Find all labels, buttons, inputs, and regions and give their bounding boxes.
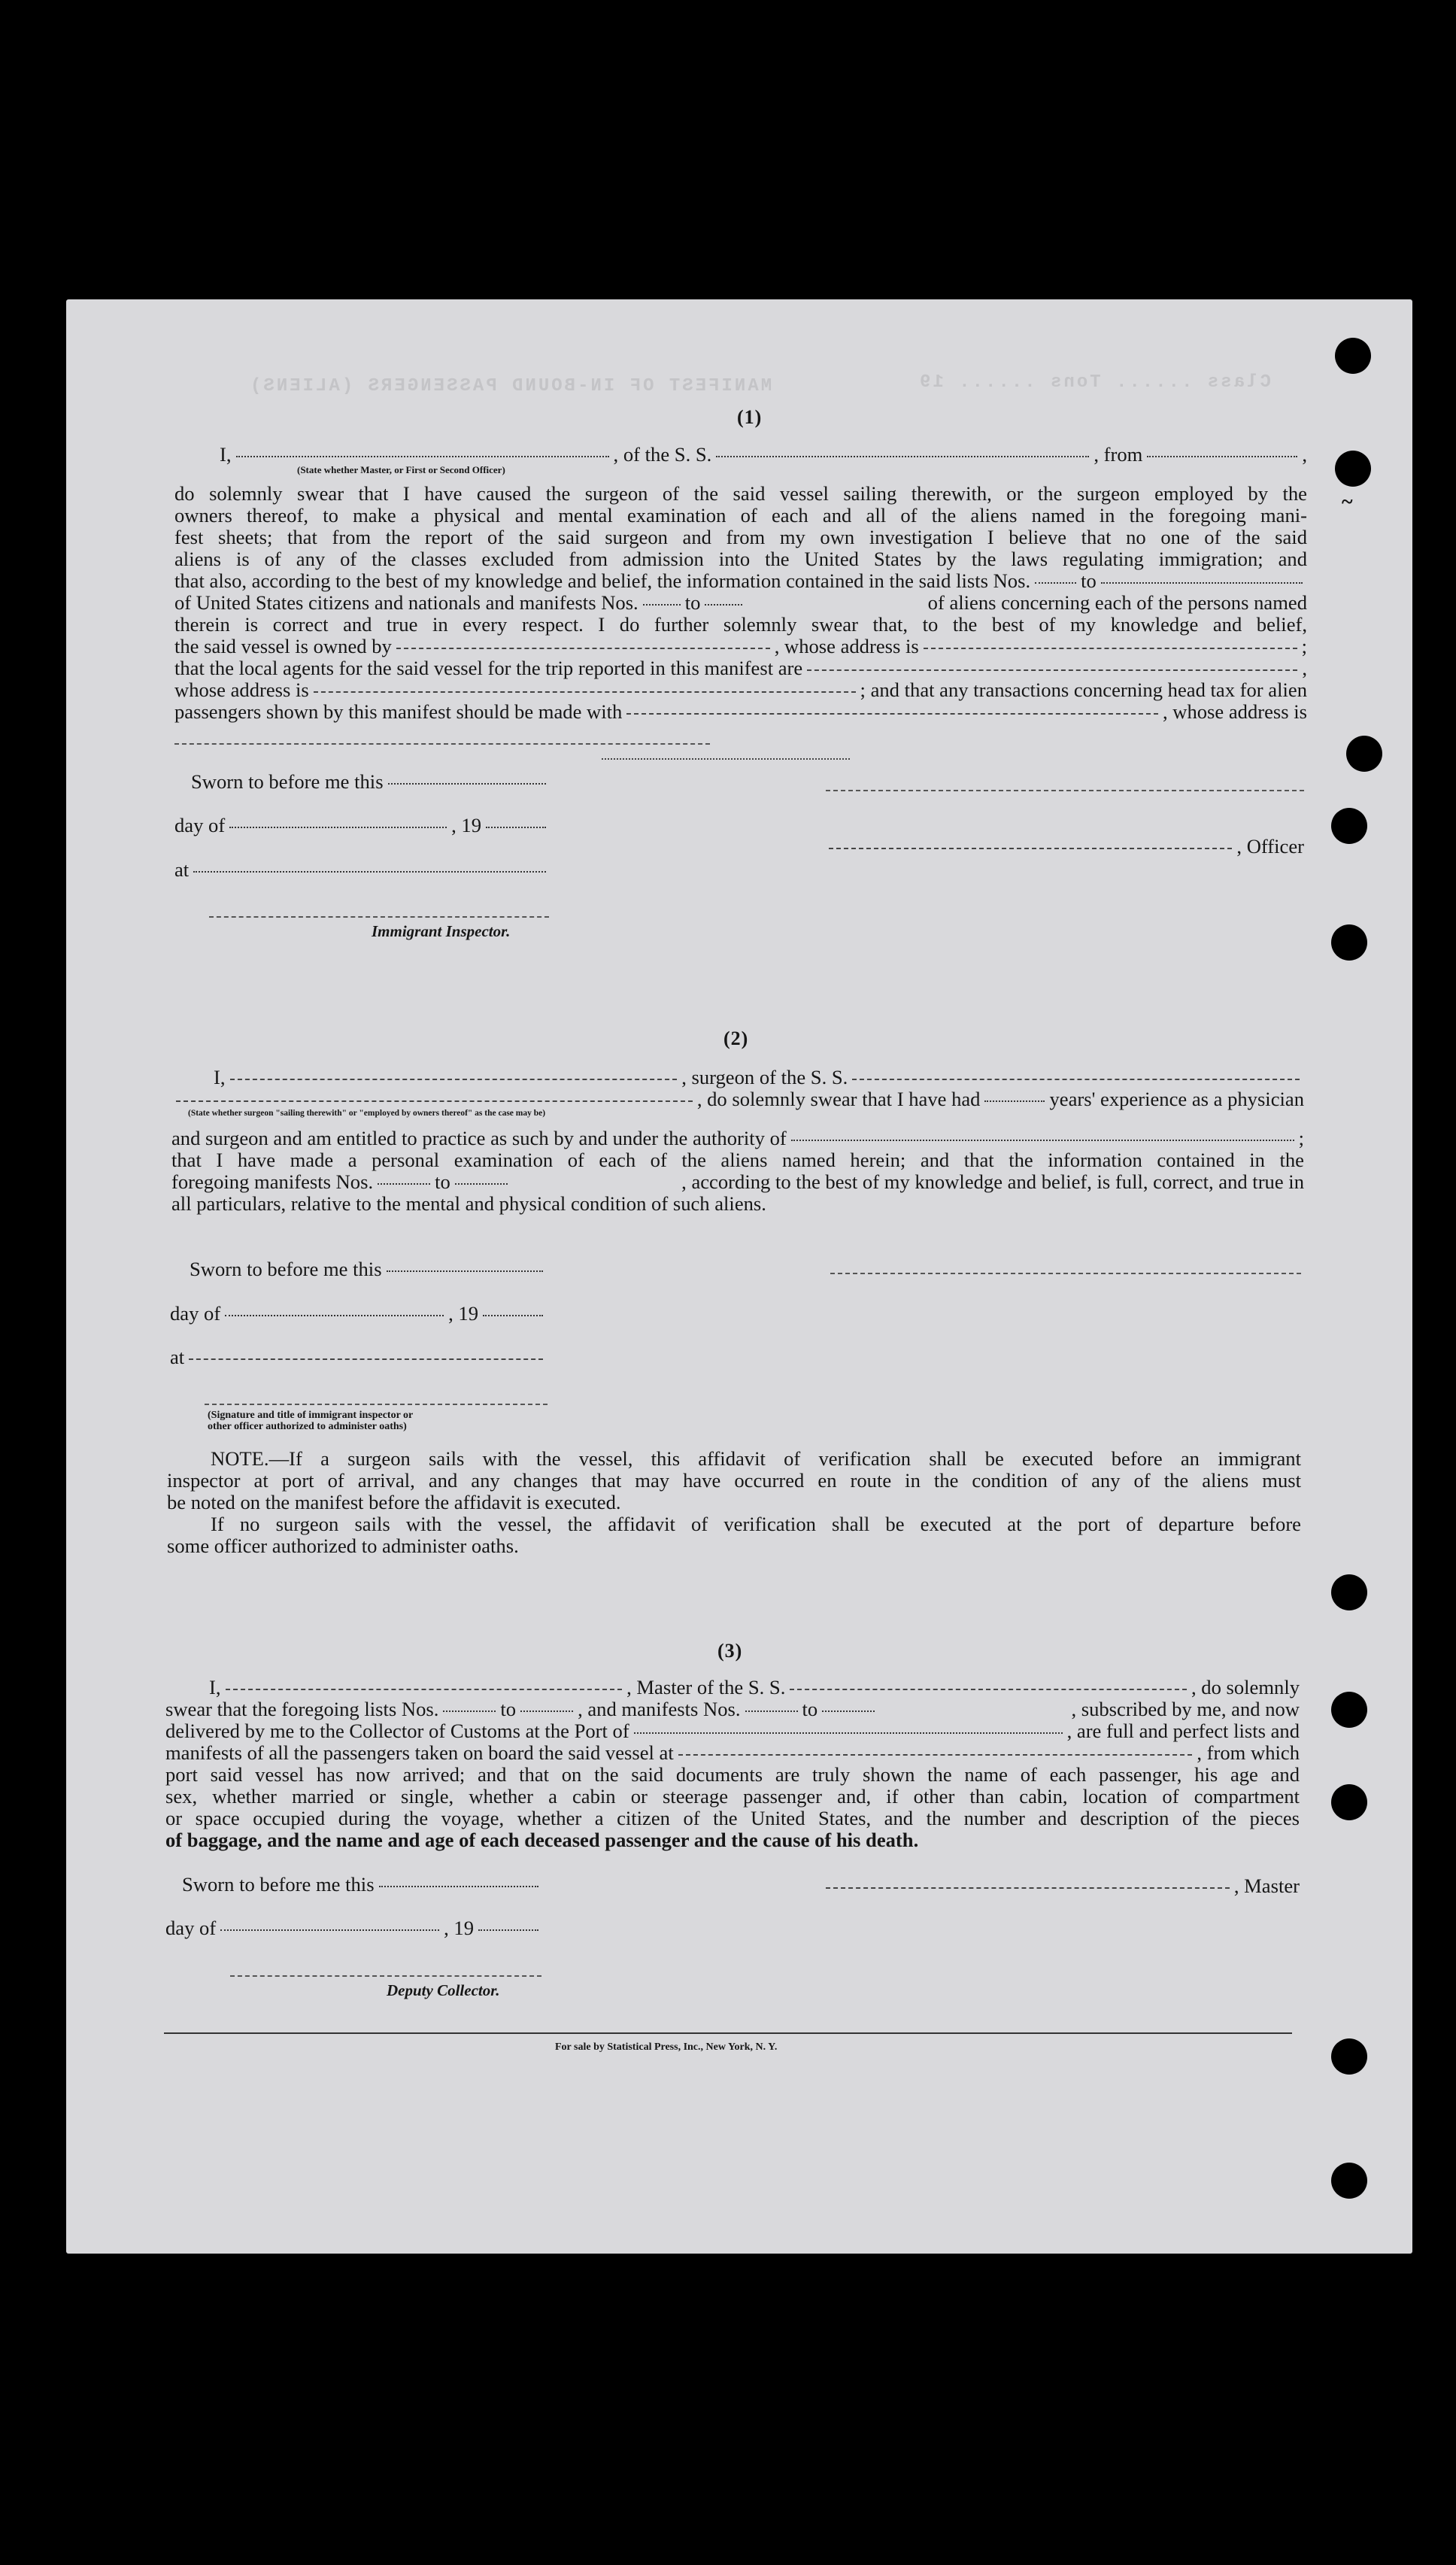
note-label: NOTE. [211, 1447, 269, 1470]
master-manifest-to-field[interactable] [822, 1711, 875, 1712]
customs-port-field[interactable] [634, 1732, 1063, 1734]
sailing-status-field[interactable] [176, 1100, 693, 1102]
master-list-from-field[interactable] [443, 1711, 496, 1712]
inspector-signature-line [209, 916, 549, 918]
master-vessel-field[interactable] [790, 1689, 1187, 1690]
section-number-2: (2) [723, 1028, 749, 1049]
at-row-2: at [170, 1346, 548, 1369]
master-name-field-3[interactable] [226, 1689, 623, 1690]
surgeon-manifest-to-field[interactable] [455, 1183, 508, 1185]
surgeon-sworn-date-field[interactable] [387, 1270, 543, 1272]
head-tax-party-field[interactable] [626, 713, 1158, 715]
binder-hole [1331, 1574, 1367, 1610]
sworn-row-2: Sworn to before me this [190, 1258, 548, 1281]
officer-row: , Officer [824, 835, 1304, 858]
officer-signature-line [205, 1404, 548, 1405]
day-row-1: day of , 19 [174, 814, 551, 837]
day-row-2: day of , 19 [170, 1302, 548, 1325]
surgeon-vessel-field[interactable] [852, 1079, 1300, 1080]
binder-hole [1331, 924, 1367, 961]
footer-rule [164, 2032, 1292, 2034]
master-signature-field[interactable] [826, 1887, 1230, 1889]
pencil-mark: ~ [1342, 490, 1353, 514]
officer-name-field[interactable] [829, 848, 1232, 849]
bleed-through-text: Class ...... Tons ...... 19 [918, 372, 1271, 393]
from-port-field[interactable] [1147, 456, 1297, 457]
master-sworn-date-field[interactable] [379, 1886, 538, 1887]
list-no-to-field[interactable] [1101, 582, 1303, 584]
master-name-field[interactable] [236, 456, 609, 457]
agents-field[interactable] [807, 669, 1297, 671]
deputy-collector-title: Deputy Collector. [387, 1981, 500, 1999]
head-tax-address-line [174, 743, 710, 745]
surgeon-place-field[interactable] [189, 1358, 543, 1360]
surgeon-status-note: (State whether surgeon "sailing therewith" or "employed by owners thereof" as the case may be) [188, 1109, 546, 1118]
vessel-name-field[interactable] [716, 456, 1089, 457]
rank-note: (State whether Master, or First or Second Officer) [297, 464, 505, 475]
place-field[interactable] [193, 871, 546, 873]
line-master-name: I, , of the S. S. , from , [220, 443, 1307, 466]
binder-hole [1346, 736, 1382, 772]
surgeon-manifest-from-field[interactable] [378, 1183, 430, 1185]
owner-field[interactable] [396, 648, 770, 649]
master-year-field[interactable] [478, 1929, 538, 1931]
surgeon-year-field[interactable] [483, 1315, 543, 1316]
deputy-signature-line [230, 1975, 541, 1977]
surgeon-line: I, , surgeon of the S. S. [214, 1067, 1304, 1088]
bleed-through-text: MANIFEST OF IN-BOUND PASSENGERS (ALIENS) [248, 376, 772, 396]
master-manifest-from-field[interactable] [745, 1711, 798, 1712]
master-day-field[interactable] [220, 1929, 439, 1931]
surgeon-signature-line [830, 1273, 1301, 1274]
list-no-from-field[interactable] [1035, 582, 1076, 584]
signature-note-2: other officer authorized to administer oaths) [208, 1421, 407, 1432]
agents-address-field[interactable] [314, 691, 856, 693]
binder-hole [1331, 2163, 1367, 2199]
oath-paragraph-1: do solemnly swear that I have caused the surgeon of the said vessel sailing therewith, or the surgeon employed by the owners thereof, to make a physical and mental examination of each and all of the aliens named in the foregoing mani- fest sheets; that from the report of the said surgeon and from my own investigation I believe that no one of the said aliens is of any of the classes excluded from admission into the United States by the laws regulating immigration; and that also, according to the best of my knowledge and belief, the information contained in the said lists Nos. to of United States citizens and nationals and manifests Nos. to of aliens concerning each of the persons named therein is correct and true in every respect. I do further solemnly swear that, to the best of my knowledge and belief, the said vessel is owned by , whose address is ; that the local agents for the said vessel for the trip reported in this manifest are , whose address is ; and that any transactions concerning head tax for alien passengers shown by this manifest should be made with , whose address is [174, 482, 1308, 723]
binder-hole [1331, 1692, 1367, 1728]
inspector-title: Immigrant Inspector. [372, 922, 511, 940]
oath-paragraph-3: I, , Master of the S. S. , do solemnly swear that the foregoing lists Nos. to , and manifests Nos. to , subscribed by me, and now delivered by me to the Collector of Customs at the Port of , are full and perfect lists and manifests of all the passengers taken on board the said vessel at , from which port said vessel has now arrived; and that on the said documents are truly shown the name of each passenger, his age and sex, whether married or single, whether a cabin or steerage passenger and, if other than cabin, location of compartment or space occupied during the voyage, whether a citizen of the United States, and the number and description of the pieces of baggage, and the name and age of each deceased passenger and the cause of his death. [165, 1676, 1300, 1851]
sworn-row-1: Sworn to before me this [191, 770, 551, 794]
printer-imprint: For sale by Statistical Press, Inc., New York, N. Y. [555, 2041, 778, 2053]
day-field[interactable] [229, 827, 447, 828]
day-row-3: day of , 19 [165, 1917, 543, 1940]
section-number-3: (3) [717, 1640, 743, 1662]
surgeon-name-field[interactable] [230, 1079, 678, 1080]
binder-hole [1331, 808, 1367, 844]
sworn-date-field[interactable] [388, 783, 546, 785]
signature-line [826, 790, 1304, 791]
surgeon-day-field[interactable] [225, 1315, 444, 1316]
owner-address-field[interactable] [924, 648, 1297, 649]
experience-line: , do solemnly swear that I have had years' experience as a physician [171, 1088, 1304, 1110]
master-signature-row: , Master [821, 1874, 1300, 1898]
sworn-row-3: Sworn to before me this [182, 1873, 543, 1896]
binder-hole [1331, 2038, 1367, 2075]
years-experience-field[interactable] [984, 1100, 1045, 1102]
section-number-1: (1) [737, 406, 763, 428]
oath-paragraph-2: and surgeon and am entitled to practice as such by and under the authority of ; that I have made a personal examination of each of the aliens named herein; and that the information contained in the foregoing manifests Nos. to , according to the best of my knowledge and belief, is full, correct, and true in all particulars, relative to the mental and physical condition of such aliens. [171, 1127, 1304, 1215]
manifest-no-from-field[interactable] [643, 604, 681, 606]
master-list-to-field[interactable] [520, 1711, 573, 1712]
authority-field[interactable] [791, 1140, 1294, 1141]
surgeon-note-paragraph: NOTE.—If a surgeon sails with the vessel, this affidavit of verification shall be executed before an immigrant inspector at port of arrival, and any changes that may have occurred en route in the condition of any of the aliens must be noted on the manifest before the affidavit is executed. If no surgeon sails with the vessel, the affidavit of verification shall be executed at the port of departure before some officer authorized to administer oaths. [167, 1447, 1301, 1557]
year-field[interactable] [486, 827, 546, 828]
dotted-rule [602, 758, 850, 760]
boarding-port-field[interactable] [678, 1754, 1193, 1756]
binder-hole [1335, 338, 1371, 374]
at-row-1: at [174, 858, 551, 882]
manifest-no-to-field[interactable] [705, 604, 742, 606]
signature-note-1: (Signature and title of immigrant inspector or [208, 1410, 414, 1421]
binder-hole [1331, 1784, 1367, 1820]
binder-hole [1335, 451, 1371, 487]
